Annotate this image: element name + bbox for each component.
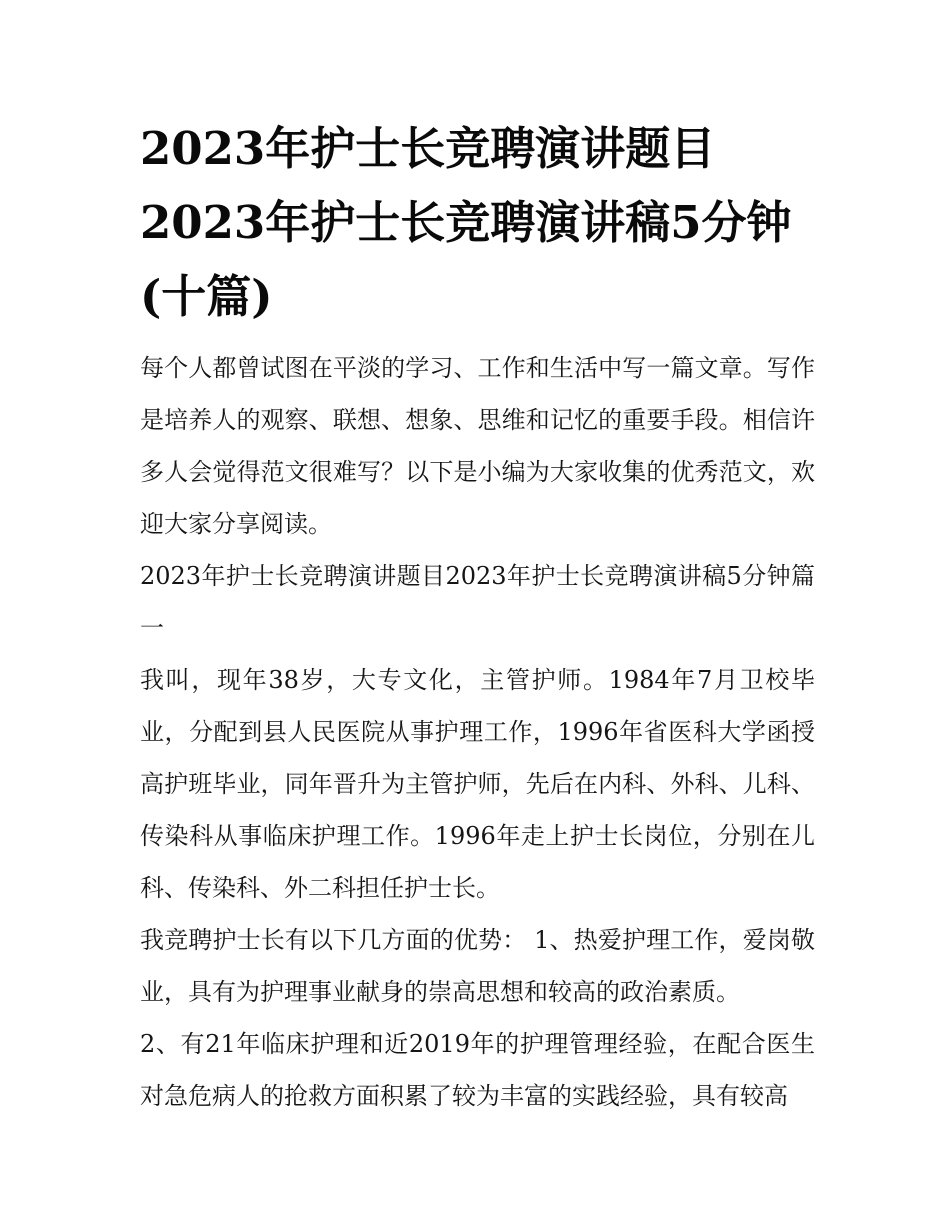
- body-paragraph: 我竞聘护士长有以下几方面的优势： 1、热爱护理工作，爱岗敬业，具有为护理事业献身的崇高思想和较高的政治素质。: [140, 926, 815, 1006]
- intro-paragraph: 每个人都曾试图在平淡的学习、工作和生活中写一篇文章。写作是培养人的观察、联想、想象、思维和记忆的重要手段。相信许多人会觉得范文很难写？以下是小编为大家收集的优秀范文，欢迎大家分享阅读。: [140, 354, 815, 538]
- section-heading: 2023年护士长竞聘演讲题目2023年护士长竞聘演讲稿5分钟篇一: [140, 562, 815, 642]
- document-title: 2023年护士长竞聘演讲题目2023年护士长竞聘演讲稿5分钟(十篇): [140, 122, 792, 323]
- document-body: [140, 112, 815, 1122]
- body-paragraph: 我叫，现年38岁，大专文化，主管护师。1984年7月卫校毕业，分配到县人民医院从事护理工作，1996年省医科大学函授高护班毕业，同年晋升为主管护师，先后在内科、外科、儿科、传染科从事临床护理工作。1996年走上护士长岗位，分别在儿科、传染科、外二科担任护士长。: [140, 666, 815, 902]
- body-paragraph: 2、有21年临床护理和近2019年的护理管理经验，在配合医生对急危病人的抢救方面积累了较为丰富的实践经验，具有较高: [140, 1030, 815, 1110]
